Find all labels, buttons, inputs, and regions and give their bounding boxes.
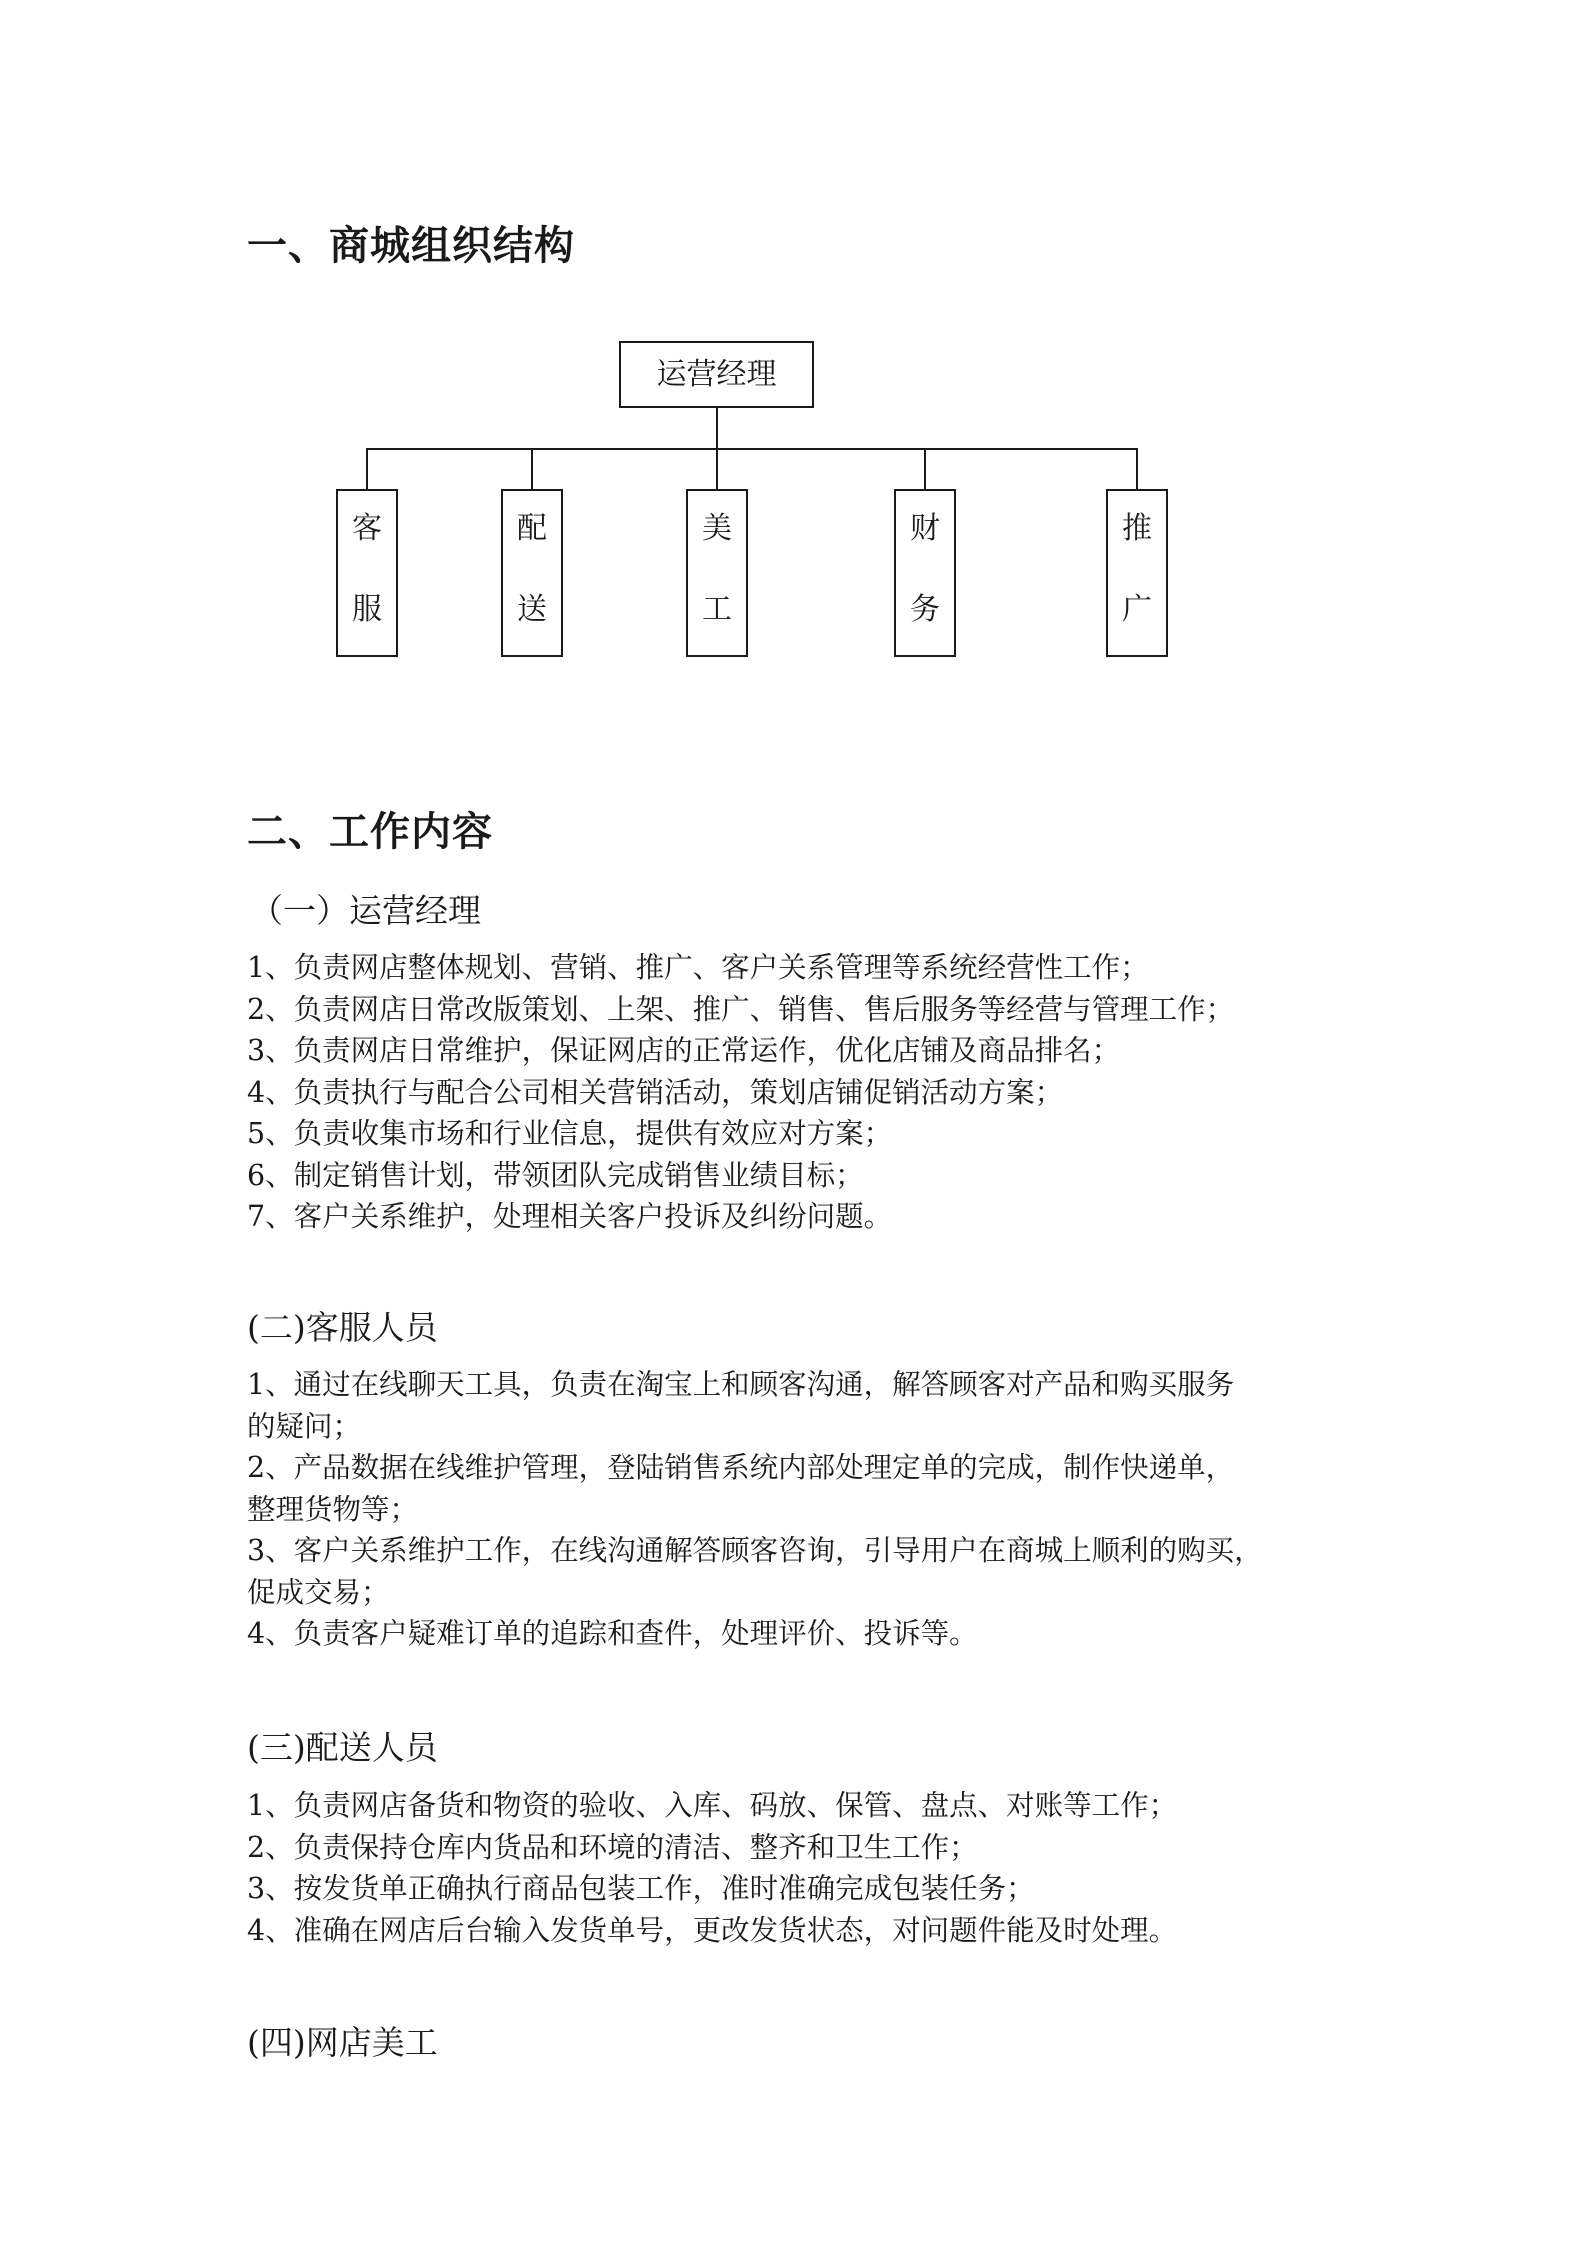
connector-dept-4: [924, 448, 926, 489]
duty-line: 1、通过在线聊天工具，负责在淘宝上和顾客沟通，解答顾客对产品和购买服务: [247, 1368, 1235, 1401]
duty-line: 1、负责网店整体规划、营销、推广、客户关系管理等系统经营性工作；: [247, 951, 1149, 984]
dept-char: 配: [517, 511, 547, 546]
org-box-promotion: [1106, 489, 1168, 657]
org-box-customer-service: [336, 489, 398, 657]
subsection-title-customer-service: (二)客服人员: [247, 1308, 438, 1347]
connector-dept-5: [1136, 448, 1138, 489]
duty-line: 5、负责收集市场和行业信息，提供有效应对方案；: [247, 1117, 893, 1150]
section-title-work-content: 二、工作内容: [247, 808, 493, 855]
duty-line: 促成交易；: [247, 1575, 390, 1609]
duty-line: 3、客户关系维护工作，在线沟通解答顾客咨询，引导用户在商城上顺利的购买，: [247, 1534, 1263, 1567]
connector-dept-2: [531, 448, 533, 489]
org-box-finance: [894, 489, 956, 657]
org-box-delivery: [501, 489, 563, 657]
org-box-art-design: [686, 489, 748, 657]
section-title-org-structure: 一、商城组织结构: [247, 222, 575, 269]
dept-char: 服: [352, 592, 382, 627]
delivery-staff-duties: [247, 1785, 1177, 1951]
duty-line: 整理货物等；: [247, 1492, 419, 1526]
subsection-title-operations-manager: （一）运营经理: [250, 891, 481, 930]
dept-char: 推: [1122, 511, 1152, 546]
connector-top-vertical: [716, 408, 718, 449]
duty-line: 2、负责保持仓库内货品和环境的清洁、整齐和卫生工作；: [247, 1830, 978, 1864]
dept-char: 工: [702, 592, 732, 627]
duty-line: 4、负责执行与配合公司相关营销活动，策划店铺促销活动方案；: [247, 1075, 1064, 1109]
duty-line: 的疑问；: [247, 1409, 362, 1443]
operations-manager-duties: [247, 947, 1234, 1238]
dept-char: 广: [1122, 592, 1152, 627]
duty-line: 3、负责网店日常维护，保证网店的正常运作，优化店铺及商品排名；: [247, 1034, 1121, 1067]
duty-line: 2、产品数据在线维护管理，登陆销售系统内部处理定单的完成，制作快递单，: [247, 1451, 1235, 1484]
duty-line: 1、负责网店备货和物资的验收、入库、码放、保管、盘点、对账等工作；: [247, 1789, 1178, 1822]
connector-dept-3: [716, 448, 718, 489]
subsection-title-store-art: (四)网店美工: [247, 2023, 438, 2062]
connector-horizontal: [366, 448, 1138, 450]
dept-char: 务: [910, 592, 940, 627]
duty-line: 4、负责客户疑难订单的追踪和查件，处理评价、投诉等。: [247, 1617, 978, 1650]
duty-line: 4、准确在网店后台输入发货单号，更改发货状态，对问题件能及时处理。: [247, 1913, 1178, 1947]
dept-char: 送: [517, 592, 547, 627]
customer-service-duties: [247, 1364, 1263, 1655]
duty-line: 3、按发货单正确执行商品包装工作，准时准确完成包装任务；: [247, 1872, 1035, 1905]
connector-dept-1: [366, 448, 368, 489]
org-box-operations-manager: 运营经理: [619, 341, 814, 408]
dept-char: 美: [702, 511, 732, 546]
duty-line: 6、制定销售计划，带领团队完成销售业绩目标；: [247, 1158, 864, 1192]
duty-line: 2、负责网店日常改版策划、上架、推广、销售、售后服务等经营与管理工作；: [247, 992, 1235, 1026]
dept-char: 客: [352, 511, 382, 546]
dept-char: 财: [910, 511, 940, 546]
duty-line: 7、客户关系维护，处理相关客户投诉及纠纷问题。: [247, 1200, 893, 1233]
subsection-title-delivery-staff: (三)配送人员: [247, 1728, 438, 1767]
